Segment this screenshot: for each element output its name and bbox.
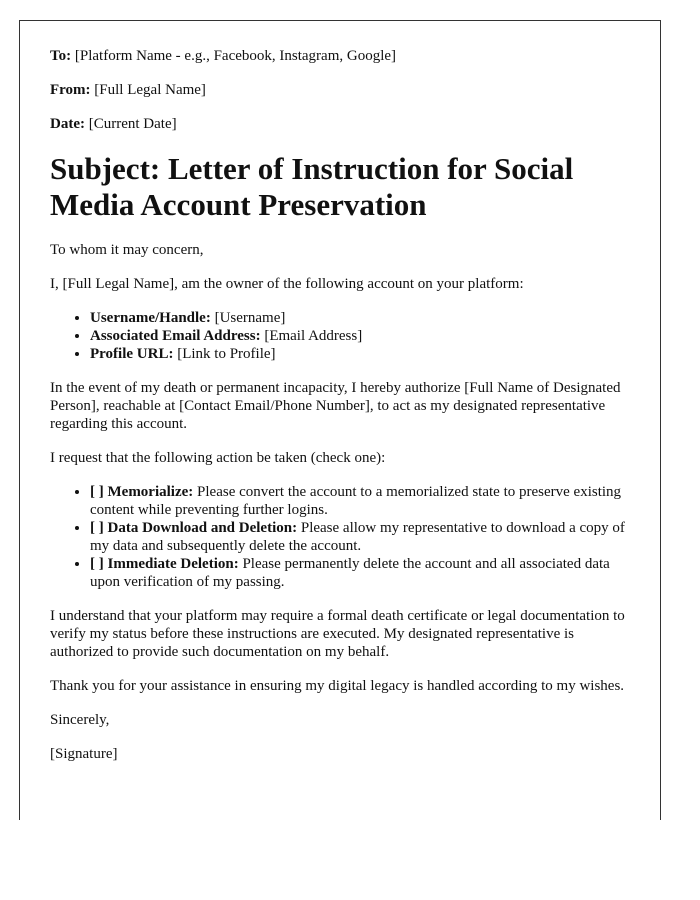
account-detail-label: Username/Handle: [90, 310, 211, 326]
list-item [90, 327, 630, 345]
account-details-list [50, 309, 630, 363]
action-options-list [50, 483, 630, 591]
option-text: Please convert the account to a memorialized state to preserve existing content while preventing further logins. [90, 484, 622, 518]
from-line [50, 81, 630, 99]
option-text: Please allow my representative to download a copy of my data and subsequently delete the account. [90, 520, 625, 554]
list-item [90, 555, 630, 591]
option-label: Data Download and Deletion: [107, 520, 298, 536]
list-item [90, 309, 630, 327]
account-detail-value: [Link to Profile] [177, 346, 276, 362]
intro-paragraph: I, [Full Legal Name], am the owner of the following account on your platform: [50, 276, 524, 292]
authorization-paragraph: In the event of my death or permanent incapacity, I hereby authorize [Full Name of Designated Person], reachable at [Contact Email/Phone Number], to act as my designated representative regarding this account. [50, 380, 621, 432]
from-value: [Full Legal Name] [94, 82, 206, 98]
signature-placeholder: [Signature] [50, 746, 118, 762]
from-label: From: [50, 82, 91, 98]
option-text: Please permanently delete the account and all associated data upon verification of my passing. [90, 556, 610, 590]
list-item [90, 519, 630, 555]
list-item [90, 345, 630, 363]
account-detail-value: [Username] [214, 310, 286, 326]
account-detail-label: Profile URL: [90, 346, 174, 362]
to-line [50, 47, 630, 65]
date-line [50, 115, 630, 133]
account-detail-label: Associated Email Address: [90, 328, 261, 344]
verification-paragraph: I understand that your platform may require a formal death certificate or legal documentation to verify my status before these instructions are executed. My designated representative is authorized to provide such documentation on my behalf. [50, 608, 625, 660]
closing: Sincerely, [50, 712, 110, 728]
request-intro: I request that the following action be taken (check one): [50, 450, 386, 466]
salutation: To whom it may concern, [50, 242, 204, 258]
option-checkbox: [ ] [90, 556, 104, 572]
date-value: [Current Date] [88, 116, 177, 132]
list-item [90, 483, 630, 519]
to-label: To: [50, 48, 72, 64]
to-value: [Platform Name - e.g., Facebook, Instagram, Google] [74, 48, 397, 64]
option-checkbox: [ ] [90, 484, 104, 500]
account-detail-value: [Email Address] [264, 328, 363, 344]
subject-heading: Subject: Letter of Instruction for Social Media Account Preservation [50, 151, 574, 222]
option-checkbox: [ ] [90, 520, 104, 536]
option-label: Immediate Deletion: [107, 556, 239, 572]
thanks-paragraph: Thank you for your assistance in ensuring my digital legacy is handled according to my wishes. [50, 678, 625, 694]
date-label: Date: [50, 116, 85, 132]
option-label: Memorialize: [107, 484, 194, 500]
letter-page [19, 20, 661, 820]
